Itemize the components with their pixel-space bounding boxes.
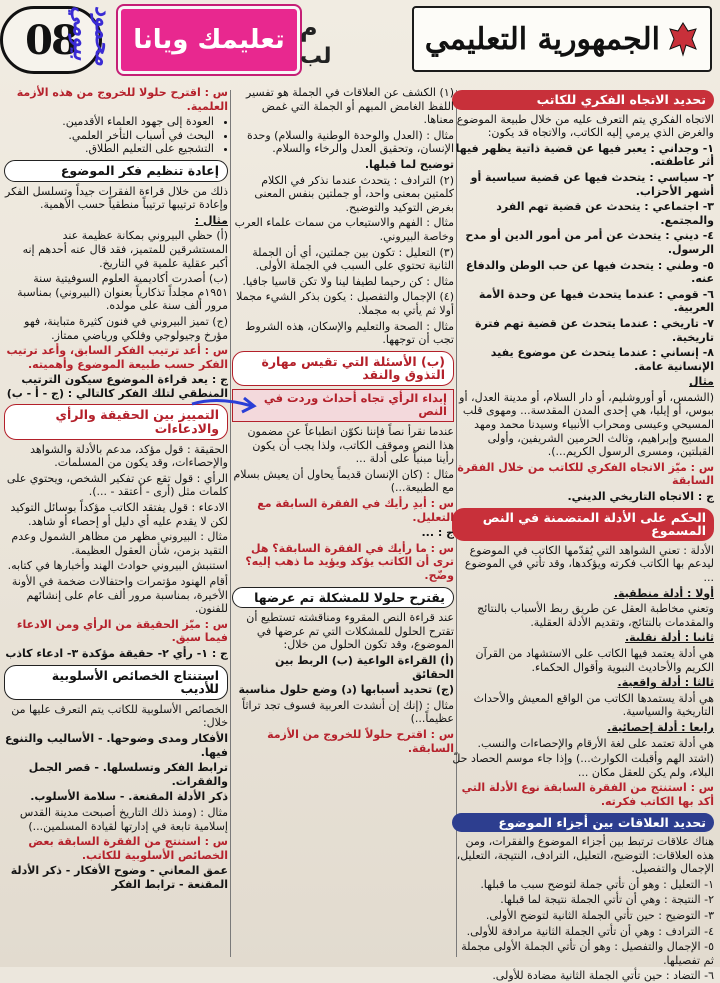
- paragraph: (ج) تميز البيروني في فنون كثيرة متباينة، فهو مؤرخ وجيولوجي وفلكي ورياضي ممتاز.: [24, 314, 228, 342]
- paragraph: (١) الكشف عن العلاقات في الجملة هو تفسير اللفظ الغامض المبهم أو الجملة التي غمض معناها.: [246, 86, 454, 127]
- answer: ج : ...: [421, 526, 454, 540]
- paragraph: الادعاء : قول يفتقد الكاتب مؤكداً بوسائل التوكيد لكن لا يقدم عليه أي دليل أو إحصاء أو شاهد.: [10, 501, 228, 528]
- paragraph: عندما نقرأ نصاً فإننا نكوّن انطباعاً عن مضمون هذا النص وموقف الكاتب، ولذا يجب أن يكون رأينا مبنياً على أدلة ...: [247, 425, 454, 466]
- question: س : أعد ترتيب الفكر السابق، وأعد ترتيب الفكر حسب طبيعة الموضوع وأهميته.: [6, 344, 228, 371]
- paragraph: (أ) حظي البيروني بمكانة عظيمة عند المستشرقين للمتميز، فقد قال عنه أحدهم إنه أكبر عقلية علمية في التاريخ.: [22, 229, 228, 270]
- list-item: • البحث في أسباب التأخر العلمي.: [4, 129, 214, 143]
- list-item: ٨- إنساني : عندما يتحدث عن موضوع يفيد الإنسانية عامة.: [490, 346, 714, 373]
- list-item: ٣- اجتماعي : يتحدث عن قضية تهم الفرد والمجتمع.: [496, 200, 714, 227]
- brand-label: تعليمك ويانا: [133, 25, 285, 55]
- example-text: أقام الهنود مؤتمرات واحتفالات ضخمة في الأونة الأخيرة، بمناسبة مرور ألف عام على إنشائهم للفنون.: [11, 575, 228, 616]
- list-item: ٥- وطني : يتحدث فيها عن حب الوطن والدفاع عنه.: [465, 258, 714, 286]
- section-subtitle: إبداء الرأي تجاه أحداث وردت في النص: [232, 389, 454, 422]
- column-rule-left: [230, 90, 231, 957]
- handwritten-signature: محمود بيومي: [68, 6, 116, 66]
- paragraph: الخصائص الأسلوبية للكاتب يتم التعرف عليها من خلال:: [11, 702, 228, 730]
- page-header: [0, 0, 720, 86]
- masthead: [412, 6, 712, 72]
- list-item: ٢- سياسي : يتحدث فيها عن قضية سياسية أو أشهر الأحزاب.: [470, 170, 714, 198]
- question: س : استنتج من الفقرة السابقة نوع الأدلة التي أكد بها الكاتب فكرته.: [461, 781, 714, 808]
- bullet-list: [4, 115, 228, 156]
- right-column: [452, 86, 714, 983]
- paragraph: هي أدلة يعتمد فيها الكاتب على الاستشهاد من القرآن الكريم والأحاديث النبوية وأقوال الحكماء.: [475, 646, 714, 674]
- list-item: ٥- الإجمال والتفصيل : وهو أن تأتي الجملة الأولى مجملة ثم تفصيلها.: [461, 940, 714, 967]
- middle-column: [232, 86, 454, 961]
- question: س : ميّز الحقيقة من الرأي ومن الادعاء فيما سبق.: [16, 617, 228, 645]
- paragraph: هناك علاقات ترتبط بين أجزاء الموضوع والفقرات، ومن هذه العلاقات: التوضيح، التعليل، الترادف، النتيجة، التعليل، الإجمال والتفصيل.: [456, 835, 714, 876]
- example-text: استنبش البيروني حوادث الهند وأخبارها في كتابه.: [7, 559, 228, 573]
- paragraph: (٣) التعليل : تكون بين جملتين، أي أن الجملة الثانية تحتوي على السبب في الجملة الأولى.: [252, 245, 454, 273]
- paragraph: مثال : الفهم والاستيعاب من سمات علماء العرب وخاصة البيروني.: [234, 216, 454, 243]
- section-title-relations: تحديد العلاقات بين أجزاء الموضوع: [452, 813, 714, 833]
- list-item: (ج) تحديد أسبابها (د) وضع حلول مناسبة: [238, 683, 454, 697]
- subheading: أولا : أدلة منطقية.: [613, 586, 714, 600]
- paragraph: مثال : كن رحيما لطيفا لينا ولا تكن قاسيا جافيا.: [242, 274, 454, 288]
- section-title-reorganize: إعادة تنظيم فكر الموضوع: [4, 160, 228, 182]
- answer: ج : يعد قراءة الموضوع سيكون الترتيب المنطقي لتلك الفكر كالتالي : (ج - أ - ب): [6, 373, 228, 400]
- paragraph: الأدلة : تعني الشواهد التي يُقدّمها الكاتب في الموضوع ليدعم بها الكاتب فكرته ويؤكدها، وقد تأتي في الموضوع ...: [464, 543, 714, 584]
- paragraph: هي أدلة تعتمد على لغة الأرقام والإحصاءات والنسب.: [477, 736, 714, 750]
- masthead-title: الجمهورية التعليمي: [424, 21, 660, 57]
- example-text: (الشمس، أو أوروشليم، أو دار السلام، أو مدينة العدل، أو ببوس، أو إيليا، هي إحدى المدن المقدسة... ومهوى قلب المسيحي وعيسى ومحراب الأنبياء وسيدنا محمد ومهد المسيح وإبراهيم، وثالث الحرمين الشريفين، وأولى القبلتين، ومسرى الرسول الكريم...).: [459, 390, 714, 459]
- section-title-solutions: يقترح حلولا للمشكلة تم عرضها: [232, 587, 454, 609]
- question: س : ما رأيك في الفقرة السابقة؟ هل ترى أن الكاتب يؤكد ويؤيد ما ذهب إليه؟ وضّح.: [245, 541, 454, 582]
- list-item: ٤- الترادف : وهي أن تأتي الجملة الثانية مرادفة للأولى.: [466, 924, 714, 938]
- list-item: الأفكار ومدى وضوحها. - الأساليب والتنوع فيها.: [5, 731, 228, 759]
- list-item: ٣- التوضيح : حين تأتي الجملة الثانية لتوضح الأولى.: [485, 909, 714, 923]
- question: س : اقترح حلولاً للخروج من الأزمة السابقة.: [267, 727, 454, 755]
- paragraph: توضيح لما قبلها.: [364, 157, 454, 171]
- paragraph: مثال : (العدل والوحدة الوطنية والسلام) وحدة الإنسان، وتحقيق العدل والرخاء والسلام.: [247, 128, 454, 156]
- subheading: رابعا : أدلة إحصائية.: [607, 720, 714, 734]
- paragraph: هي أدلة يستمدها الكاتب من الواقع المعيش والأحداث التاريخية والسياسية.: [473, 691, 714, 719]
- list-item: ٦- قومي : عندما يتحدث فيها عن وحدة الأمة العربية.: [478, 287, 714, 315]
- paragraph: (٢) الترادف : يتحدث عندما نذكر في الكلام كلمتين بمعنى واحد، أو جملتين بنفس المعنى بغرض التوكيد والتوضيح.: [254, 173, 454, 214]
- question: س : أبدِ رأيك في الفقرة السابقة مع التعليل.: [257, 497, 454, 524]
- paragraph: الاتجاه الفكري يتم التعرف عليه من خلال طبيعة الموضوع والغرض الذي يرمي إليه الكاتب، والاتجاه قد يكون:: [456, 112, 714, 140]
- subheading: ثالثا : أدلة واقعية.: [617, 676, 714, 690]
- paragraph: عند قراءة النص المقروء ومناقشته تستطيع أن تقترح الحلول للمشكلات التي تم عرضها في الموضوع، وقد تكون الحلول من خلال:: [246, 611, 454, 652]
- list-item: ٧- تاريخي : عندما يتحدث عن قضية تهم فترة تاريخية.: [474, 316, 714, 344]
- list-item: ٦- التضاد : حين تأتي الجملة الثانية مضادة للأولى.: [492, 969, 714, 983]
- eagle-emblem-icon: [666, 19, 700, 59]
- list-item: ترابط الفكر وتسلسلها. - قصر الجمل والفقرات.: [28, 761, 228, 788]
- example-text: مثال : (إنك إن أنشدت العربية فسوف تجد تراثاً عظيماً...): [242, 698, 454, 726]
- paragraph: (ب) أصدرت أكاديمية العلوم السوفيتية سنة ١٩٥١م مجلداً تذكارياً بعنوان (البيروني) بمناسبة مرور ألف سنة على مولده.: [17, 272, 228, 313]
- example-text: مثال : البيروني مظهر من مظاهر الشمول وعدم التقيد بزمن، شأن العقول العظيمة.: [11, 530, 228, 557]
- subheading: ثانيا : أدلة نقلية.: [625, 631, 714, 645]
- question: س : اقترح حلولا للخروج من هذه الأزمة العلمية.: [16, 86, 228, 113]
- answer: عمق المعاني - وضوح الأفكار - ذكر الأدلة المقنعة - ترابط الفكر: [10, 864, 228, 891]
- list-item: ٢- النتيجة : وهي أن تأتي الجملة نتيجة لما قبلها.: [500, 893, 714, 907]
- list-item: • العودة إلى جهود العلماء الأقدمين.: [4, 115, 214, 129]
- left-column: [4, 86, 228, 961]
- header-fragment-2: لب: [300, 44, 332, 69]
- header-fragment-1: م: [300, 14, 318, 42]
- example-text: مثال : (كان الإنسان قديماً يحاول أن يعيش بسلام مع الطبيعة...): [233, 467, 454, 495]
- section-title-evidence: الحكم على الأدلة المتضمنة في النص المسموع: [452, 508, 714, 541]
- paragraph: الرأي : قول تقع عن تفكير الشخص، ويحتوي على كلمات مثل (أرى - أعتقد - ...).: [6, 471, 228, 499]
- list-item: ذكر الأدلة المقنعة. - سلامة الأسلوب.: [30, 790, 228, 804]
- page-number: 08: [25, 16, 77, 64]
- hand-drawn-arrow-icon: [188, 392, 258, 416]
- paragraph: مثال : الصحة والتعليم والإسكان، هذه الشروط تجب أن توجهها.: [245, 319, 454, 347]
- list-item: ٤- ديني : يتحدث عن أمر من أمور الدين أو مدح الرسول.: [465, 229, 714, 256]
- list-item: • التشجيع على التعليم الطلاق.: [4, 142, 214, 156]
- question: س : ميّز الاتجاه الفكري للكاتب من خلال الفقرة السابقة: [457, 460, 714, 488]
- example-text: (اشتد الهم وأقبلت الكوارث...) وإذا جاء موسم الحصاد حلّ البلاء، ولم يكن للعقل مكان ...: [452, 752, 714, 779]
- example-text: مثال : (ومنذ ذلك التاريخ أصبحت مدينة القدس إسلامية تابعة في إدارتها لقيادة المسلمين...): [19, 805, 228, 833]
- example-label: مثال :: [194, 213, 228, 227]
- paragraph: وتعني مخاطبة العقل عن طريق ربط الأسباب بالنتائج والمقدمات بالنتائج، وتقديم الأدلة العقلية.: [477, 602, 714, 629]
- list-item: ١- وجداني : يعبر فيها عن قضية ذاتية يظهر فيها أثر عاطفته.: [455, 141, 714, 169]
- paragraph: (٤) الإجمال والتفصيل : يكون بذكر الشيء مجملا أولا ثم يأتي به مجملا.: [236, 290, 454, 317]
- section-title-style: استنتاج الخصائص الأسلوبية للأديب: [4, 665, 228, 700]
- brand-badge: [118, 6, 300, 74]
- section-title-fact-opinion: التمييز بين الحقيقة والرأي والادعاءات: [4, 404, 228, 439]
- paragraph: ذلك من خلال قراءة الفقرات جيداً وتسلسل الفكر وإعادة ترتيبها ترتيباً منطقياً حسب الأهمية.: [5, 184, 228, 212]
- section-title-taste-critique: (ب) الأسئلة التي تقيس مهارة التذوق والنقد: [232, 351, 454, 386]
- answer: ج : الاتجاه التاريخي الديني.: [567, 490, 714, 504]
- question: س : استنتج من الفقرة السابقة بعض الخصائص الأسلوبية للكاتب.: [28, 835, 228, 862]
- section-title-intellectual-trend: تحديد الاتجاه الفكري للكاتب: [452, 90, 714, 110]
- paragraph: الحقيقة : قول مؤكد، مدعم بالأدلة والشواهد والإحصاءات، وقد يكون من المسلمات.: [30, 442, 228, 470]
- example-label: مثال: [689, 375, 714, 389]
- list-item: ١- التعليل : وهو أن تأتي جملة لتوضح سبب ما قبلها.: [480, 877, 714, 891]
- list-item: (أ) القراءة الواعية (ب) الربط بين الحقائق: [274, 653, 454, 681]
- answer: ج : ١- رأي ٢- حقيقة مؤكدة ٣- ادعاء كاذب: [5, 646, 228, 660]
